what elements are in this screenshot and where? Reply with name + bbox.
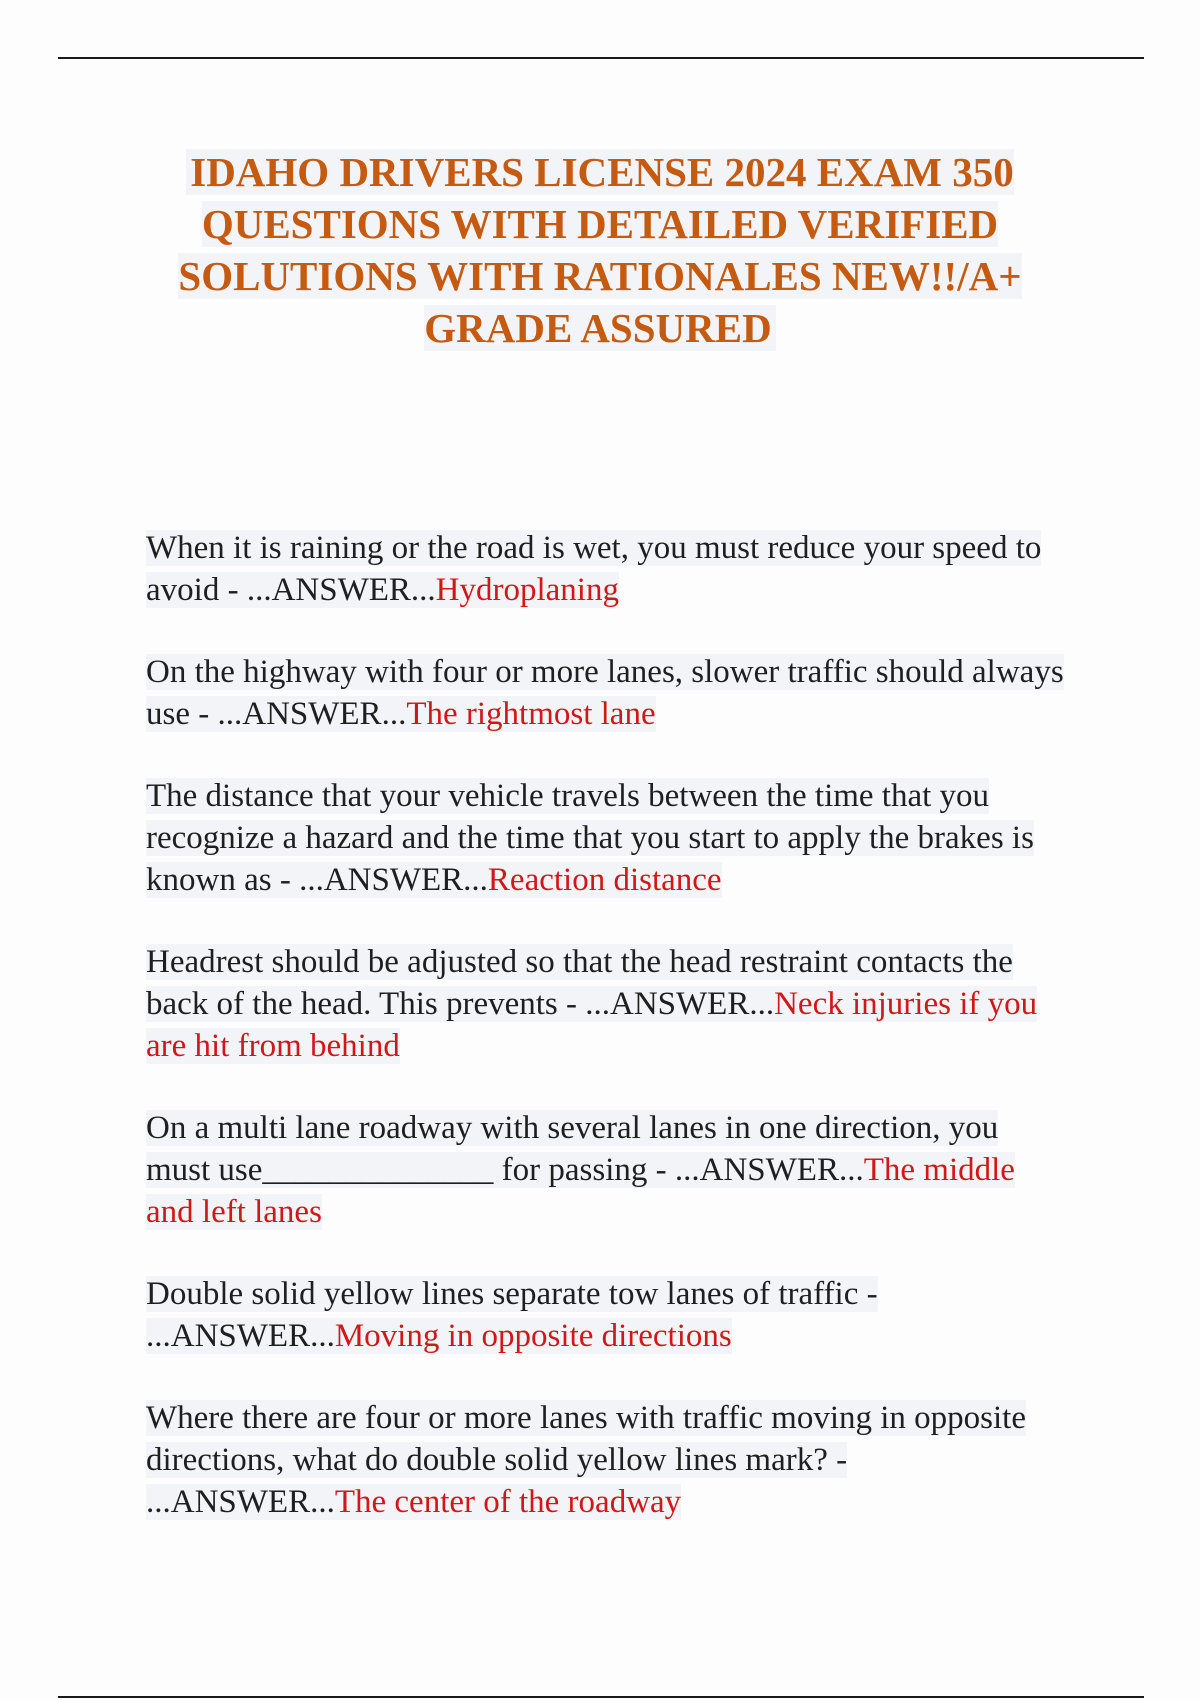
qa-item xyxy=(146,527,1066,611)
answer-marker: ...ANSWER... xyxy=(299,862,488,898)
qa-item xyxy=(146,1273,1066,1357)
bottom-rule xyxy=(58,1696,1144,1698)
answer-marker: ...ANSWER... xyxy=(146,1484,335,1520)
answer-text: Neck injuries if you are hit from behind xyxy=(146,986,1038,1064)
answer-text: The middle and left lanes xyxy=(146,1152,1015,1230)
answer-text: The center of the roadway xyxy=(334,1484,682,1520)
document-title xyxy=(140,146,1060,354)
qa-item xyxy=(146,1107,1066,1233)
qa-item xyxy=(146,775,1066,901)
qa-list xyxy=(146,527,1066,1563)
answer-marker: ...ANSWER... xyxy=(246,572,436,608)
answer-marker: ...ANSWER... xyxy=(674,1152,864,1188)
question-text: On the highway with four or more lanes, slower traffic should always use - xyxy=(146,654,1064,732)
qa-item xyxy=(146,651,1066,735)
answer-marker: ...ANSWER... xyxy=(146,1318,335,1354)
question-text: Where there are four or more lanes with traffic moving in opposite directions, what do double solid yellow lines mark? - xyxy=(146,1400,1026,1478)
answer-text: Reaction distance xyxy=(487,862,722,898)
answer-marker: ...ANSWER... xyxy=(585,986,775,1022)
question-text: When it is raining or the road is wet, you must reduce your speed to avoid - xyxy=(146,530,1042,608)
qa-item xyxy=(146,1397,1066,1523)
answer-text: Moving in opposite directions xyxy=(334,1318,732,1354)
question-text: Double solid yellow lines separate tow lanes of traffic - xyxy=(146,1276,878,1312)
question-text: The distance that your vehicle travels between the time that you recognize a hazard and the time that you start to apply the brakes is known as - xyxy=(146,778,1034,898)
question-text: On a multi lane roadway with several lanes in one direction, you must use______________ for passing - xyxy=(146,1110,999,1188)
top-rule xyxy=(58,57,1144,59)
question-text: Headrest should be adjusted so that the head restraint contacts the back of the head. This prevents - xyxy=(146,944,1013,1022)
document-title-text: IDAHO DRIVERS LICENSE 2024 EXAM 350 QUESTIONS WITH DETAILED VERIFIED SOLUTIONS WITH RATIONALES NEW!!/A+ GRADE ASSURED xyxy=(178,149,1022,351)
answer-marker: ...ANSWER... xyxy=(217,696,407,732)
answer-text: The rightmost lane xyxy=(406,696,656,732)
answer-text: Hydroplaning xyxy=(435,572,619,608)
qa-item xyxy=(146,941,1066,1067)
